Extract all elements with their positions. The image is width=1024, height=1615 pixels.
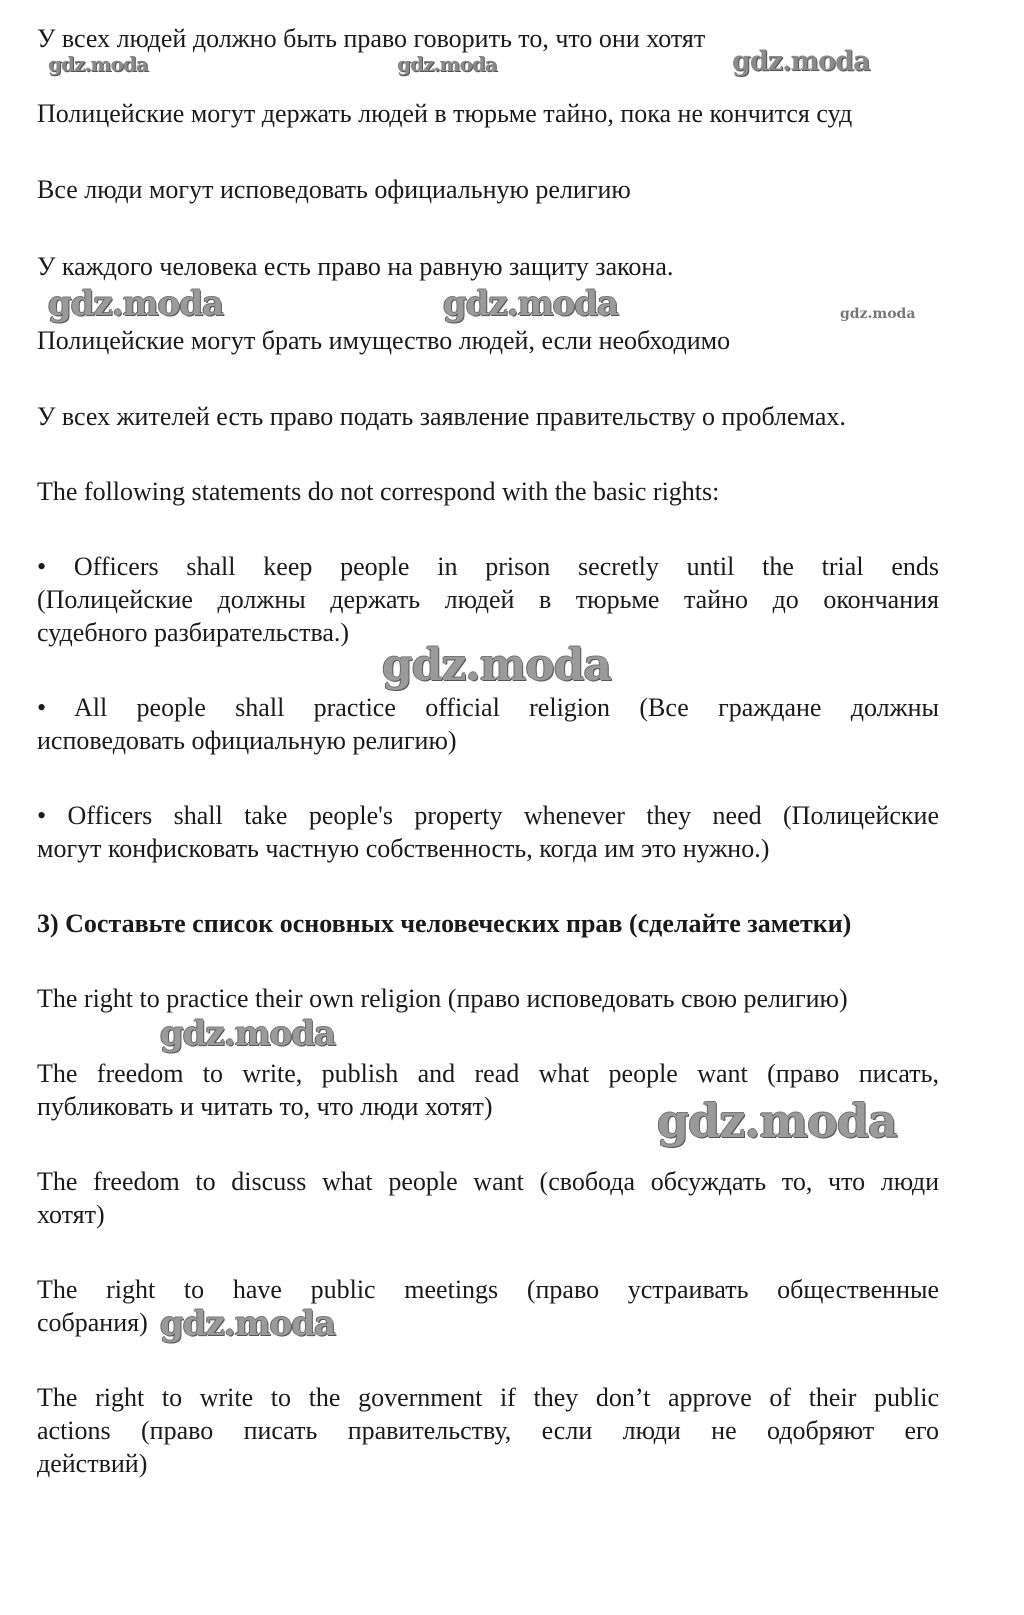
text-line: У всех людей должно быть право говорить то, что они хотят [37, 24, 706, 53]
bullet-line: (Полицейские должны держать людей в тюрьме тайно до окончания [37, 585, 939, 614]
watermark: gdz.moda [160, 1304, 336, 1344]
bullet-line: • Officers shall keep people in prison secretly until the trial ends [37, 552, 939, 581]
text-line: У всех жителей есть право подать заявление правительству о проблемах. [37, 402, 846, 431]
right-line: The freedom to discuss what people want (свобода обсуждать то, что люди [37, 1167, 939, 1196]
watermark: gdz.moda [443, 284, 619, 324]
right-line: хотят) [37, 1200, 105, 1229]
bullet-line: • Officers shall take people's property whenever they need (Полицейские [37, 801, 939, 830]
right-line: The freedom to write, publish and read what people want (право писать, [37, 1059, 939, 1088]
text-line: The following statements do not correspond with the basic rights: [37, 477, 720, 506]
watermark: gdz.moda [397, 52, 497, 76]
right-line: The right to practice their own religion (право исповедовать свою религию) [37, 984, 848, 1013]
text-line: Все люди могут исповедовать официальную религию [37, 175, 631, 204]
bullet-line: исповедовать официальную религию) [37, 726, 457, 755]
watermark: gdz.moda [382, 640, 612, 691]
section-heading: 3) Составьте список основных человеческих прав (сделайте заметки) [37, 909, 852, 938]
watermark: gdz.moda [48, 284, 224, 324]
text-line: Полицейские могут держать людей в тюрьме тайно, пока не кончится суд [37, 99, 853, 128]
watermark: gdz.moda [48, 52, 148, 76]
text-line: У каждого человека есть право на равную защиту закона. [37, 252, 674, 281]
watermark: gdz.moda [160, 1014, 336, 1054]
watermark: gdz.moda [657, 1094, 897, 1148]
right-line: собрания) [37, 1308, 148, 1337]
right-line: действий) [37, 1449, 148, 1478]
right-line: The right to have public meetings (право устраивать общественные [37, 1275, 939, 1304]
right-line: actions (право писать правительству, если люди не одобряют его [37, 1416, 939, 1445]
bullet-line: могут конфисковать частную собственность, когда им это нужно.) [37, 834, 770, 863]
watermark: gdz.moda [840, 306, 916, 322]
right-line: публиковать и читать то, что люди хотят) [37, 1092, 493, 1121]
right-line: The right to write to the government if they don’t approve of their public [37, 1383, 939, 1412]
watermark: gdz.moda [732, 46, 870, 77]
bullet-line: судебного разбирательства.) [37, 618, 350, 647]
text-line: Полицейские могут брать имущество людей, если необходимо [37, 326, 731, 355]
bullet-line: • All people shall practice official religion (Все граждане должны [37, 693, 939, 722]
